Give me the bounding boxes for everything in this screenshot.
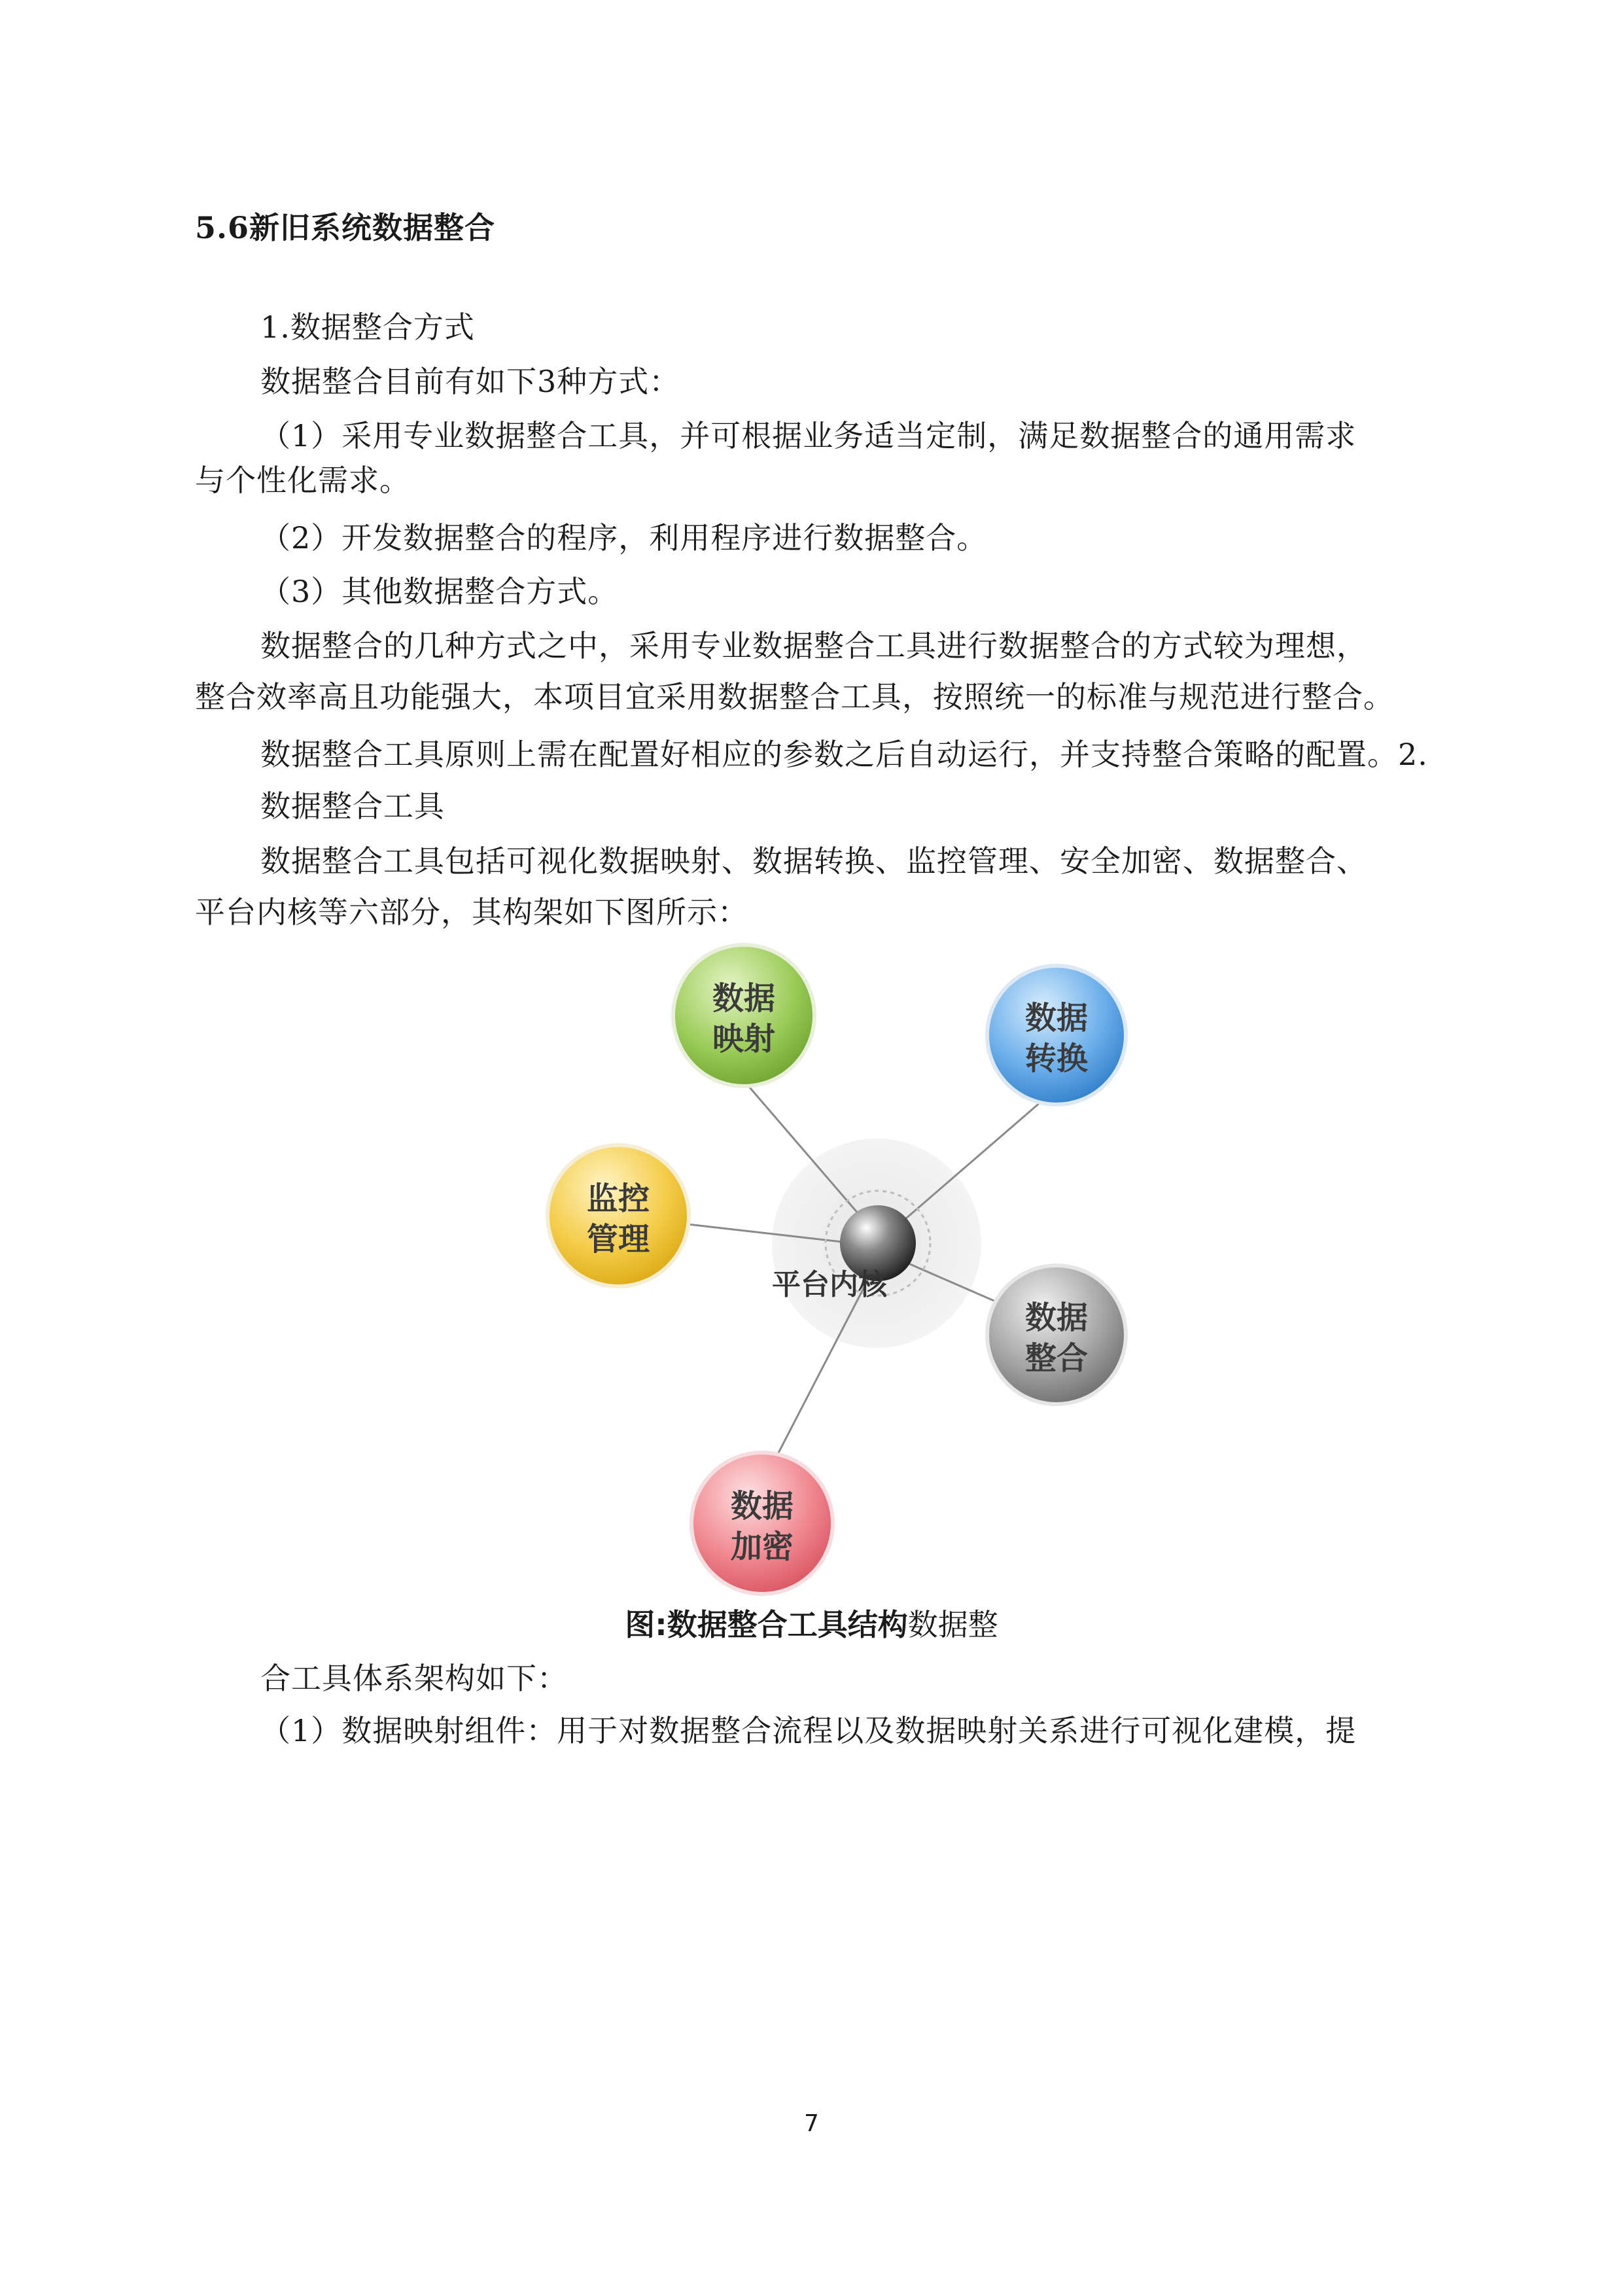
node-data-mapping — [673, 945, 814, 1086]
node-monitoring-management — [548, 1145, 689, 1286]
figure-caption — [0, 1605, 1623, 1644]
node-data-encryption — [691, 1453, 833, 1594]
paragraph-line: 数据整合的几种方式之中，采用专业数据整合工具进行数据整合的方式较为理想， — [260, 628, 1367, 663]
node-label-line2: 管理 — [586, 1221, 650, 1258]
node-label-line1: 数据 — [1024, 1000, 1089, 1036]
paragraph-line: （1）数据映射组件：用于对数据整合流程以及数据映射关系进行可视化建模，提 — [260, 1713, 1357, 1748]
paragraph-line: 合工具体系架构如下： — [260, 1661, 568, 1696]
paragraph-line: 数据整合工具包括可视化数据映射、数据转换、监控管理、安全加密、数据整合、 — [260, 843, 1367, 879]
paragraph-line: 与个性化需求。 — [195, 463, 410, 498]
caption-title: 图:数据整合工具结构 — [625, 1607, 908, 1642]
paragraph-line: 数据整合目前有如下3种方式： — [260, 364, 680, 399]
node-label-line1: 数据 — [712, 980, 776, 1017]
node-label-line1: 数据 — [730, 1488, 794, 1525]
node-label-line2: 转换 — [1024, 1040, 1089, 1077]
caption-continuation: 数据整 — [907, 1607, 998, 1642]
paragraph-line: 整合效率高且功能强大，本项目宜采用数据整合工具，按照统一的标准与规范进行整合。 — [195, 679, 1394, 715]
page-number: 7 — [804, 2110, 819, 2137]
paragraph-line: （2）开发数据整合的程序，利用程序进行数据整合。 — [260, 520, 988, 556]
node-label-line1: 监控 — [586, 1180, 650, 1217]
paragraph-line: 1.数据整合方式 — [260, 309, 475, 345]
node-data-conversion — [987, 966, 1126, 1104]
core-label: 平台内核 — [772, 1268, 887, 1301]
node-label-line2: 映射 — [712, 1021, 776, 1057]
paragraph-line: 数据整合工具原则上需在配置好相应的参数之后自动运行，并支持整合策略的配置。2. — [260, 737, 1428, 772]
paragraph-line: 平台内核等六部分，其构架如下图所示： — [195, 894, 748, 930]
node-data-integration — [987, 1265, 1126, 1404]
paragraph-line: 数据整合工具 — [260, 788, 445, 824]
node-label-line1: 数据 — [1024, 1299, 1089, 1336]
paragraph-line: （3）其他数据整合方式。 — [260, 574, 619, 609]
node-label-line2: 加密 — [730, 1528, 794, 1565]
node-label-line2: 整合 — [1024, 1340, 1089, 1377]
paragraph-line: （1）采用专业数据整合工具，并可根据业务适当定制，满足数据整合的通用需求 — [260, 418, 1357, 453]
section-heading: 5.6新旧系统数据整合 — [195, 210, 496, 245]
architecture-diagram — [510, 936, 1151, 1597]
